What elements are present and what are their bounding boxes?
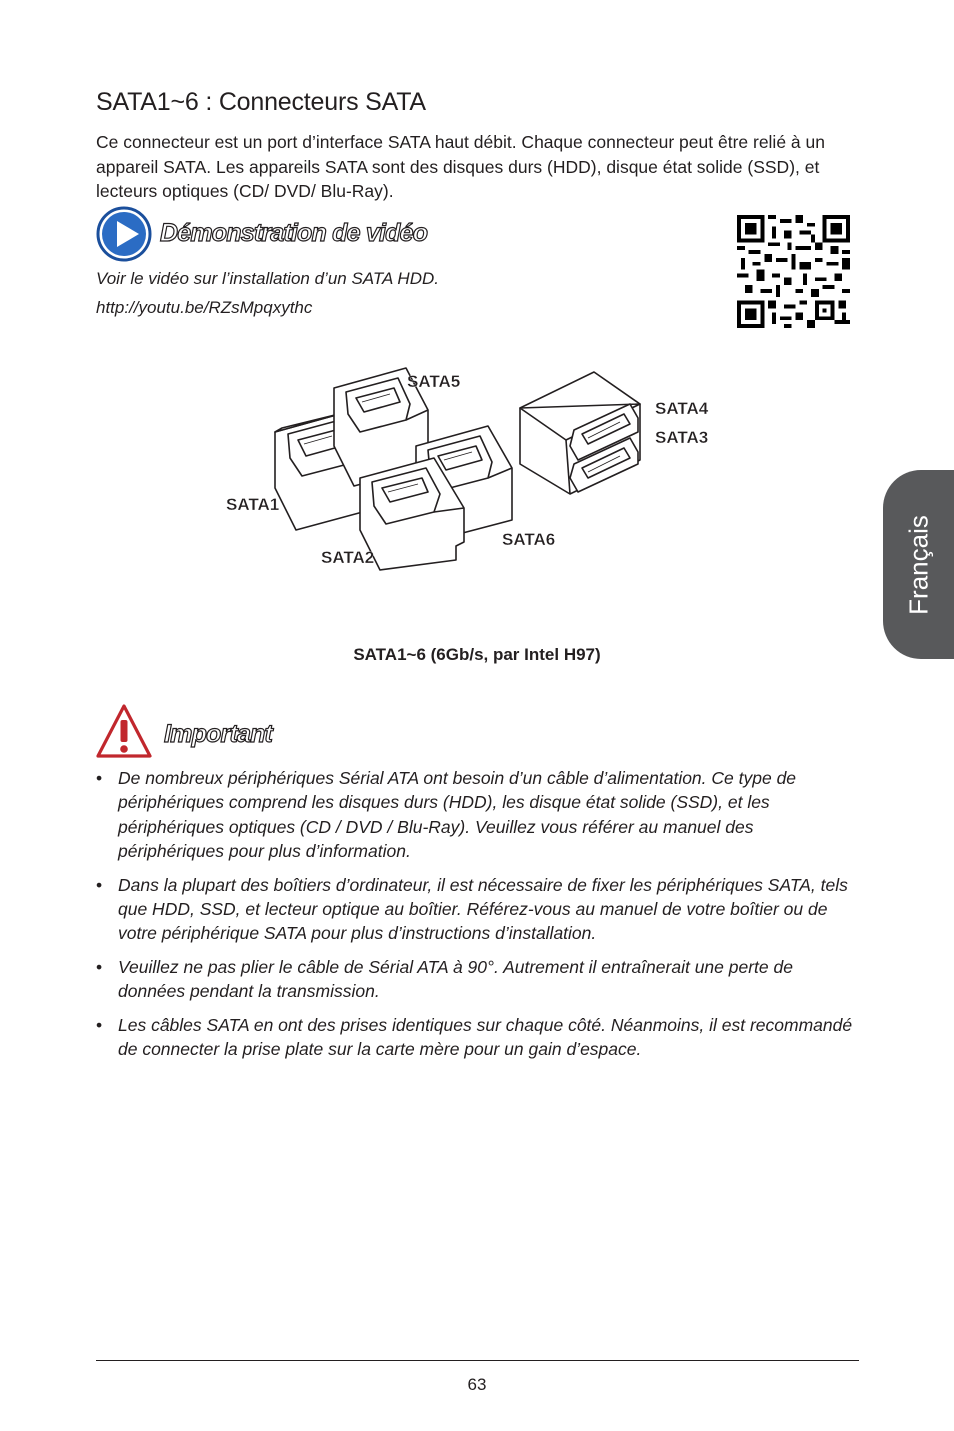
label-sata3: SATA3 [655, 428, 709, 447]
list-item: • Les câbles SATA en ont des prises identiques sur chaque côté. Néanmoins, il est recommandé de connecter la prise plate sur la carte mère pour un gain d’espace. [96, 1014, 853, 1060]
list-item: • Veuillez ne pas plier le câble de Sérial ATA à 90°. Autrement il entraînerait une perte de données pendant la transmission. [96, 956, 793, 1002]
label-sata4: SATA4 [655, 399, 709, 418]
warning-icon [96, 704, 152, 758]
important-title: Important [164, 720, 273, 748]
play-icon[interactable] [96, 206, 152, 262]
language-tab-label: Français [903, 514, 933, 615]
language-tab [883, 470, 954, 659]
video-text-block [96, 264, 439, 322]
video-url-link[interactable]: http://youtu.be/RZsMpqxythc [96, 298, 313, 317]
diagram-caption: SATA1~6 (6Gb/s, par Intel H97) [353, 645, 601, 664]
label-sata2: SATA2 [321, 548, 375, 567]
sata3-sata4-connector [520, 372, 640, 494]
section-title: SATA1~6 : Connecteurs SATA [96, 88, 426, 116]
section-intro: Ce connecteur est un port d’interface SATA haut débit. Chaque connecteur peut être relié à un appareil SATA. Les appareils SATA sont des disques durs (HDD), disque état solide (SSD), et lecteurs optiques (CD/ DVD/ Blu-Ray). [96, 132, 825, 201]
label-sata5: SATA5 [407, 372, 461, 391]
video-title: Démonstration de vidéo [160, 219, 428, 247]
footer-divider [96, 1360, 859, 1361]
important-list [96, 766, 856, 1070]
qr-code-icon[interactable] [737, 215, 850, 328]
label-sata1: SATA1 [226, 495, 280, 514]
list-item: • Dans la plupart des boîtiers d’ordinateur, il est nécessaire de fixer les périphériques SATA, tels que HDD, SSD, et lecteur optique au boîtier. Référez-vous au manuel de votre boîtier ou de votre périphérique SATA pour plus d’instructions d’installation. [96, 874, 848, 944]
page-number: 63 [467, 1375, 487, 1394]
list-item: • De nombreux périphériques Sérial ATA ont besoin d’un câble d’alimentation. Ce type de périphériques comprend les disques durs (HDD), les disque état solide (SSD), et les périphériques optiques (CD / DVD / Blu-Ray). Veuillez vous référer au manuel des périphériques pour plus d’information. [96, 768, 797, 862]
sata-connector-diagram [220, 360, 740, 610]
label-sata6: SATA6 [502, 530, 556, 549]
video-description: Voir le vidéo sur l’installation d’un SATA HDD. [96, 269, 439, 288]
